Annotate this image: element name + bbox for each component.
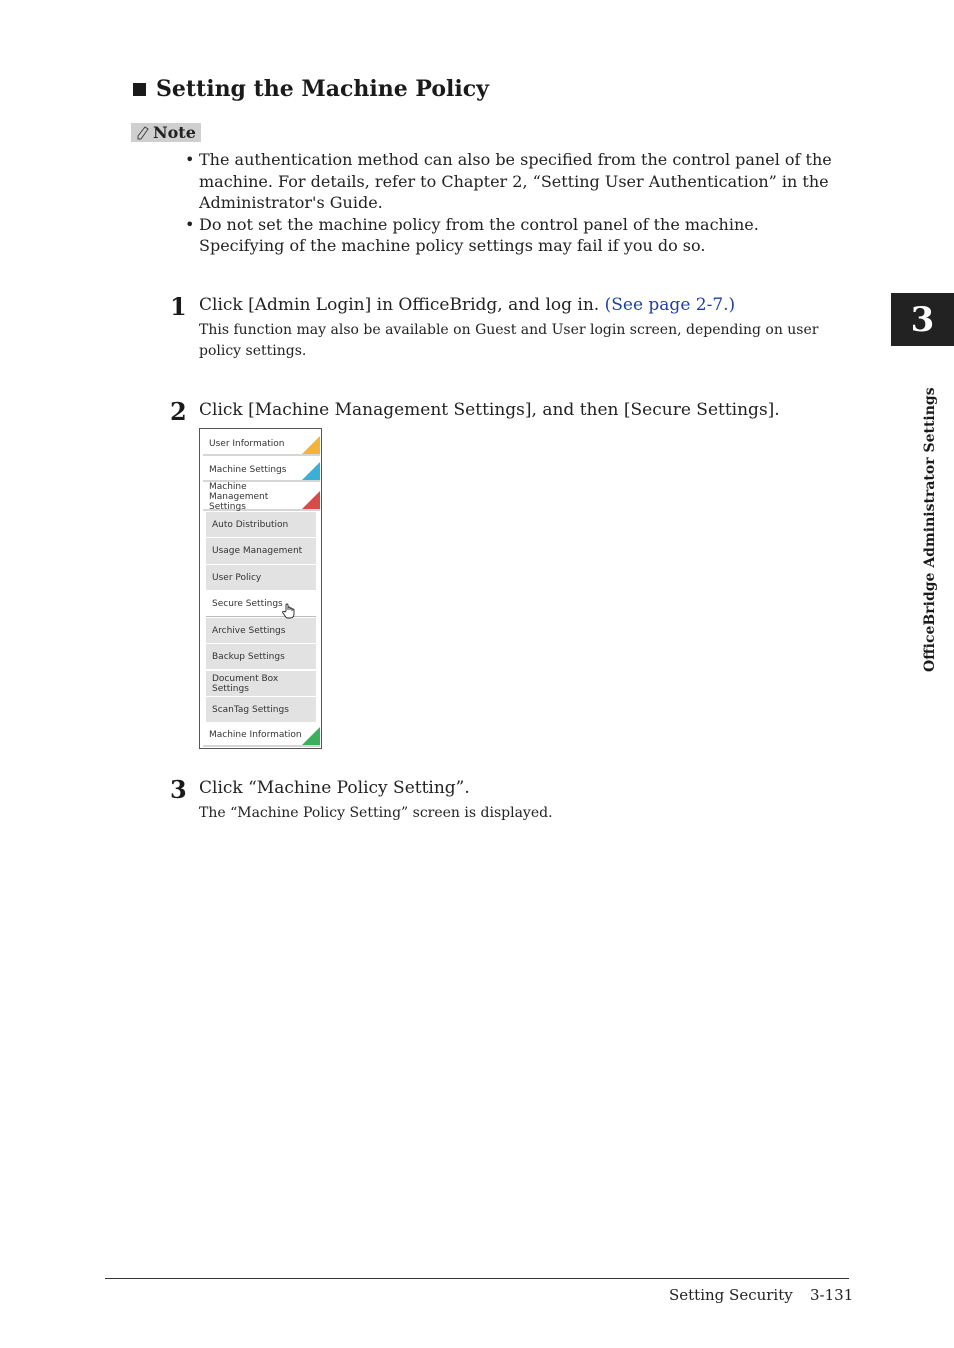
step-text: Click [Machine Management Settings], and then [Secure Settings]. xyxy=(199,400,780,420)
note-bullet: • Do not set the machine policy from the control panel of the machine. Specifying of the machine policy settings may fail if you do so. xyxy=(185,214,845,257)
menu-item-machine-settings[interactable] xyxy=(203,459,320,482)
note-label-text: Note xyxy=(153,123,196,142)
step-number: 2 xyxy=(170,397,187,426)
submenu-item-document-box-settings[interactable]: Document Box Settings xyxy=(206,671,316,697)
footer-divider xyxy=(105,1278,849,1279)
corner-tab-icon xyxy=(302,491,320,509)
note-bullet: • The authentication method can also be specified from the control panel of the machine. For details, refer to Chapter 2, “Setting User Authentication” in the Administrator's Guide. xyxy=(185,149,845,214)
submenu-item-auto-distribution[interactable]: Auto Distribution xyxy=(206,512,316,538)
submenu-item-backup-settings[interactable]: Backup Settings xyxy=(206,644,316,670)
submenu-item-user-policy[interactable]: User Policy xyxy=(206,565,316,591)
footer-section: Setting Security xyxy=(669,1286,793,1304)
menu-item-machine-information[interactable] xyxy=(203,725,320,747)
chapter-tab: 3 xyxy=(891,293,954,346)
note-label xyxy=(131,123,201,142)
menu-item-machine-management-settings[interactable] xyxy=(203,482,320,512)
menu-item-label: Machine Management Settings xyxy=(209,482,269,512)
menu-item-label: User Information xyxy=(209,438,285,449)
step-subtext: The “Machine Policy Setting” screen is displayed. xyxy=(199,805,553,821)
step-subtext: This function may also be available on Guest and User login screen, depending on user policy settings. xyxy=(199,322,819,359)
hand-cursor-icon xyxy=(282,603,296,619)
submenu-item-archive-settings[interactable]: Archive Settings xyxy=(206,618,316,644)
submenu-item-usage-management[interactable]: Usage Management xyxy=(206,538,316,565)
step-number: 1 xyxy=(170,292,187,321)
square-bullet-icon xyxy=(133,83,146,96)
corner-tab-icon xyxy=(302,727,320,745)
see-page-link[interactable]: (See page 2-7.) xyxy=(604,295,736,315)
step-number: 3 xyxy=(170,775,187,804)
submenu-item-secure-settings[interactable]: Secure Settings xyxy=(206,591,316,617)
step-1-text: Click [Admin Login] in OfficeBridg, and log in. xyxy=(199,295,605,315)
menu-item-user-information[interactable] xyxy=(203,433,320,456)
corner-tab-icon xyxy=(302,436,320,454)
corner-tab-icon xyxy=(302,462,320,480)
chapter-title: OfficeBridge Administrator Settings xyxy=(922,387,938,672)
step-text xyxy=(199,295,735,315)
step-text: Click “Machine Policy Setting”. xyxy=(199,778,470,798)
section-heading-text: Setting the Machine Policy xyxy=(156,76,489,102)
section-heading xyxy=(133,76,489,102)
page-number: 3-131 xyxy=(810,1286,854,1304)
pencil-icon xyxy=(137,126,149,140)
menu-item-label: Machine Information xyxy=(209,730,302,740)
menu-item-label: Machine Settings xyxy=(209,464,287,475)
menu-panel xyxy=(199,428,322,749)
submenu-item-scantag-settings[interactable]: ScanTag Settings xyxy=(206,697,316,723)
note-bullet-list xyxy=(185,149,845,257)
